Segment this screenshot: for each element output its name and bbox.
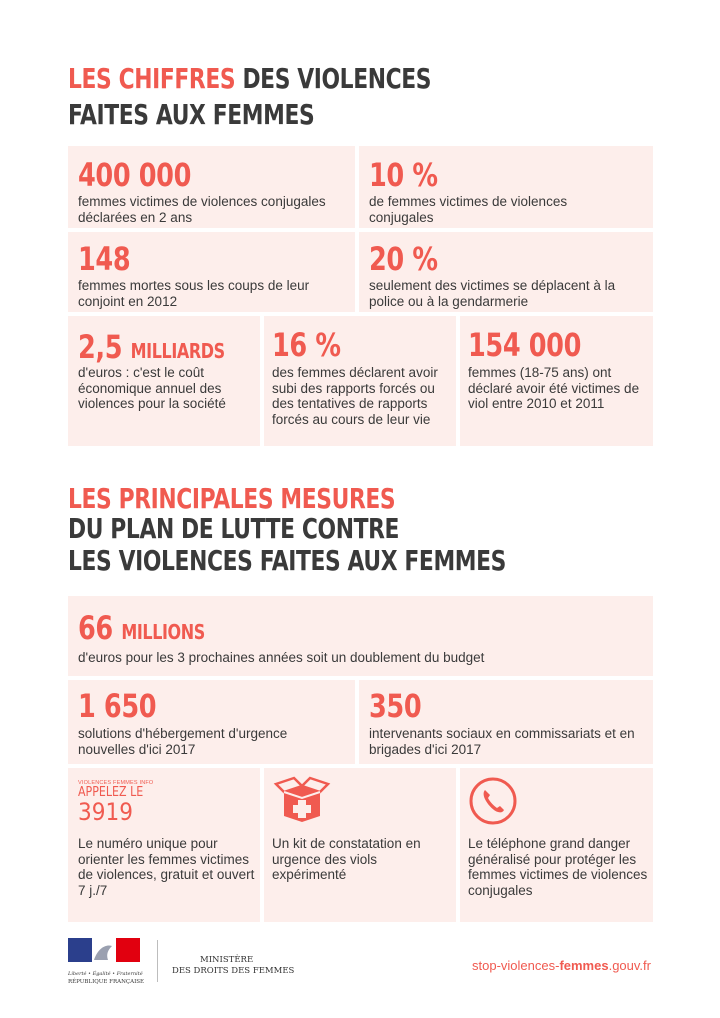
measure-value: 350: [369, 687, 422, 725]
section1-title-line2: FAITES AUX FEMMES: [68, 98, 315, 131]
stat-description: femmes (18-75 ans) ont déclaré avoir été victimes de viol entre 2010 et 2011: [468, 365, 640, 411]
stat-value: 10 %: [369, 156, 438, 194]
measure-value: 1 650: [78, 687, 157, 725]
website-link[interactable]: [472, 958, 651, 973]
website-bold: femmes: [559, 958, 609, 973]
kit-description: Un kit de constatation en urgence des viols expérimenté: [272, 836, 421, 882]
hotline-number: 3919: [78, 798, 133, 826]
stat-card: [68, 146, 355, 228]
stat-description: seulement des victimes se déplacent à la police ou à la gendarmerie: [369, 278, 616, 309]
measure-value: 66 MILLIONS: [78, 609, 205, 647]
republique-motto: Liberté • Égalité • Fraternité: [68, 971, 143, 977]
stat-value: 154 000: [468, 326, 581, 364]
measure-description: intervenants sociaux en commissariats et en brigades d'ici 2017: [369, 726, 635, 757]
marianne-flag-icon: [68, 938, 146, 964]
ministry-line2: DES DROITS DES FEMMES: [172, 966, 295, 976]
stat-value: 16 %: [272, 326, 341, 364]
hotline-card: [68, 768, 260, 922]
stat-description: d'euros : c'est le coût économique annuel des violences pour la société: [78, 365, 226, 411]
republique-logo: [68, 938, 148, 988]
stat-value: 2,5 MILLIARDS: [78, 328, 225, 366]
ministry-name: [172, 955, 294, 977]
section2-title-line1: LES PRINCIPALES MESURES: [68, 482, 396, 515]
section1-title-rest: DES VIOLENCES: [235, 62, 432, 95]
stat-card: [359, 232, 653, 312]
stat-card: [460, 316, 653, 446]
stat-description: de femmes victimes de violences conjugales: [369, 194, 568, 225]
stat-card: [359, 146, 653, 228]
measure-description: solutions d'hébergement d'urgence nouvelles d'ici 2017: [78, 726, 288, 757]
phone-description: Le téléphone grand danger généralisé pour protéger les femmes victimes de violences conjugales: [468, 836, 648, 898]
section1-title-line1: [68, 64, 431, 94]
footer-divider: [157, 940, 158, 982]
website-prefix: stop-violences-: [472, 958, 560, 973]
kit-card: [264, 768, 456, 922]
stat-description: femmes victimes de violences conjugales déclarées en 2 ans: [78, 194, 326, 225]
hotline-call-label: APPELEZ LE: [78, 785, 144, 800]
hotline-small-label: VIOLENCES FEMMES INFO: [78, 780, 154, 786]
stat-card: [68, 232, 355, 312]
stat-value: 400 000: [78, 156, 191, 194]
website-suffix: .gouv.fr: [608, 958, 651, 973]
stat-description: des femmes déclarent avoir subi des rapports forcés ou des tentatives de rapports forcés au cours de leur vie: [272, 365, 438, 427]
hotline-description: Le numéro unique pour orienter les femmes victimes de violences, gratuit et ouvert 7 j./7: [78, 836, 255, 898]
measure-card: [359, 680, 653, 764]
measure-description: d'euros pour les 3 prochaines années soit un doublement du budget: [78, 650, 485, 665]
section2-title-line2: DU PLAN DE LUTTE CONTRE: [68, 512, 400, 545]
stat-description: femmes mortes sous les coups de leur conjoint en 2012: [78, 278, 310, 309]
stat-card: [68, 316, 260, 446]
measure-card: [68, 596, 653, 676]
phone-icon: [468, 776, 518, 826]
kit-box-icon: [272, 776, 332, 824]
ministry-line1: MINISTÈRE: [200, 955, 254, 965]
stat-value: 148: [78, 240, 131, 278]
republique-label: RÉPUBLIQUE FRANÇAISE: [68, 979, 145, 985]
stat-card: [264, 316, 456, 446]
hotline-logo: [78, 780, 158, 825]
phone-card: [460, 768, 653, 922]
section1-title-highlight: LES CHIFFRES: [68, 62, 236, 95]
stat-value: 20 %: [369, 240, 438, 278]
measure-card: [68, 680, 355, 764]
section2-title-line3: LES VIOLENCES FAITES AUX FEMMES: [68, 544, 507, 577]
